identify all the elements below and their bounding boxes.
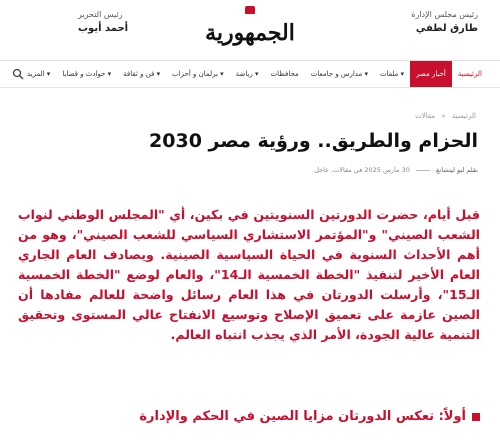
nav-item[interactable]: الرئيسية	[457, 70, 482, 78]
nav-item[interactable]: ملفات ▾	[379, 70, 405, 78]
breadcrumb	[413, 112, 478, 120]
bullet-square-icon	[472, 413, 480, 421]
article-subheading-text: أولاً: تعكس الدورتان مزايا الصين في الحكم والإدارة	[139, 409, 466, 424]
site-header	[0, 0, 500, 56]
article-body	[18, 205, 480, 345]
nav-item[interactable]: المزيد ▾	[26, 70, 51, 78]
nav-item[interactable]: محافظات	[270, 70, 299, 78]
editor-block	[78, 10, 128, 34]
article-date: 30 مارس 2025 في مقالات, عاجل	[314, 166, 410, 174]
article-meta	[314, 166, 478, 174]
nav-item[interactable]: فن و ثقافة ▾	[123, 70, 161, 78]
board-chair-name: طارق لطفي	[415, 23, 478, 34]
breadcrumb-separator: »	[441, 112, 446, 120]
nav-item[interactable]: مدارس و جامعات ▾	[310, 70, 368, 78]
board-chair-block	[411, 10, 478, 34]
meta-separator	[416, 170, 430, 171]
nav-item[interactable]: رياضة ▾	[235, 70, 259, 78]
nav-item[interactable]: برلمان و أحزاب ▾	[172, 70, 224, 78]
breadcrumb-section[interactable]: مقالات	[415, 112, 436, 120]
search-icon[interactable]	[12, 68, 24, 80]
article-author[interactable]: بقلم ليو ليتشانغ	[436, 166, 478, 174]
editor-name: أحمد أيوب	[78, 23, 129, 34]
article-title: الحزام والطريق.. ورؤية مصر 2030	[149, 130, 478, 152]
board-chair-label: رئيس مجلس الإدارة	[411, 10, 478, 19]
article-subheading	[139, 409, 480, 424]
editor-label: رئيس التحرير	[78, 10, 123, 19]
site-logo[interactable]	[204, 12, 296, 46]
nav-items	[21, 61, 488, 87]
nav-item[interactable]: حوادث و قضايا ▾	[62, 70, 112, 78]
main-nav	[0, 60, 500, 88]
article-paragraph: قبل أيام، حضرت الدورتين السنويتين في بكين، أي "المجلس الوطني لنواب الشعب الصيني" و"المؤتمر الاستشاري السياسي للشعب الصيني"، وهو من أهم الأحداث السنوية في الحياة السياسية الصينية. ويصادف العام الجاري العام الأخير لتنفيذ "الخطة الخمسية الـ14"، والعام لوضع "الخطة الخمسية الـ15"، وأرسلت الدورتان في هذا العام رسائل واضحة للعالم مفادها أن الصين عازمة على تعميق الإصلاح وتوسيع الانفتاح عالي المستوى وتحقيق التنمية عالية الجودة، الأمر الذي يجذب انتباه العالم.	[18, 207, 481, 342]
logo-text: الجمهورية	[205, 20, 295, 46]
nav-item[interactable]: أخبار مصر	[410, 61, 452, 87]
eagle-emblem-icon	[245, 6, 255, 14]
breadcrumb-home[interactable]: الرئيسية	[451, 112, 476, 120]
